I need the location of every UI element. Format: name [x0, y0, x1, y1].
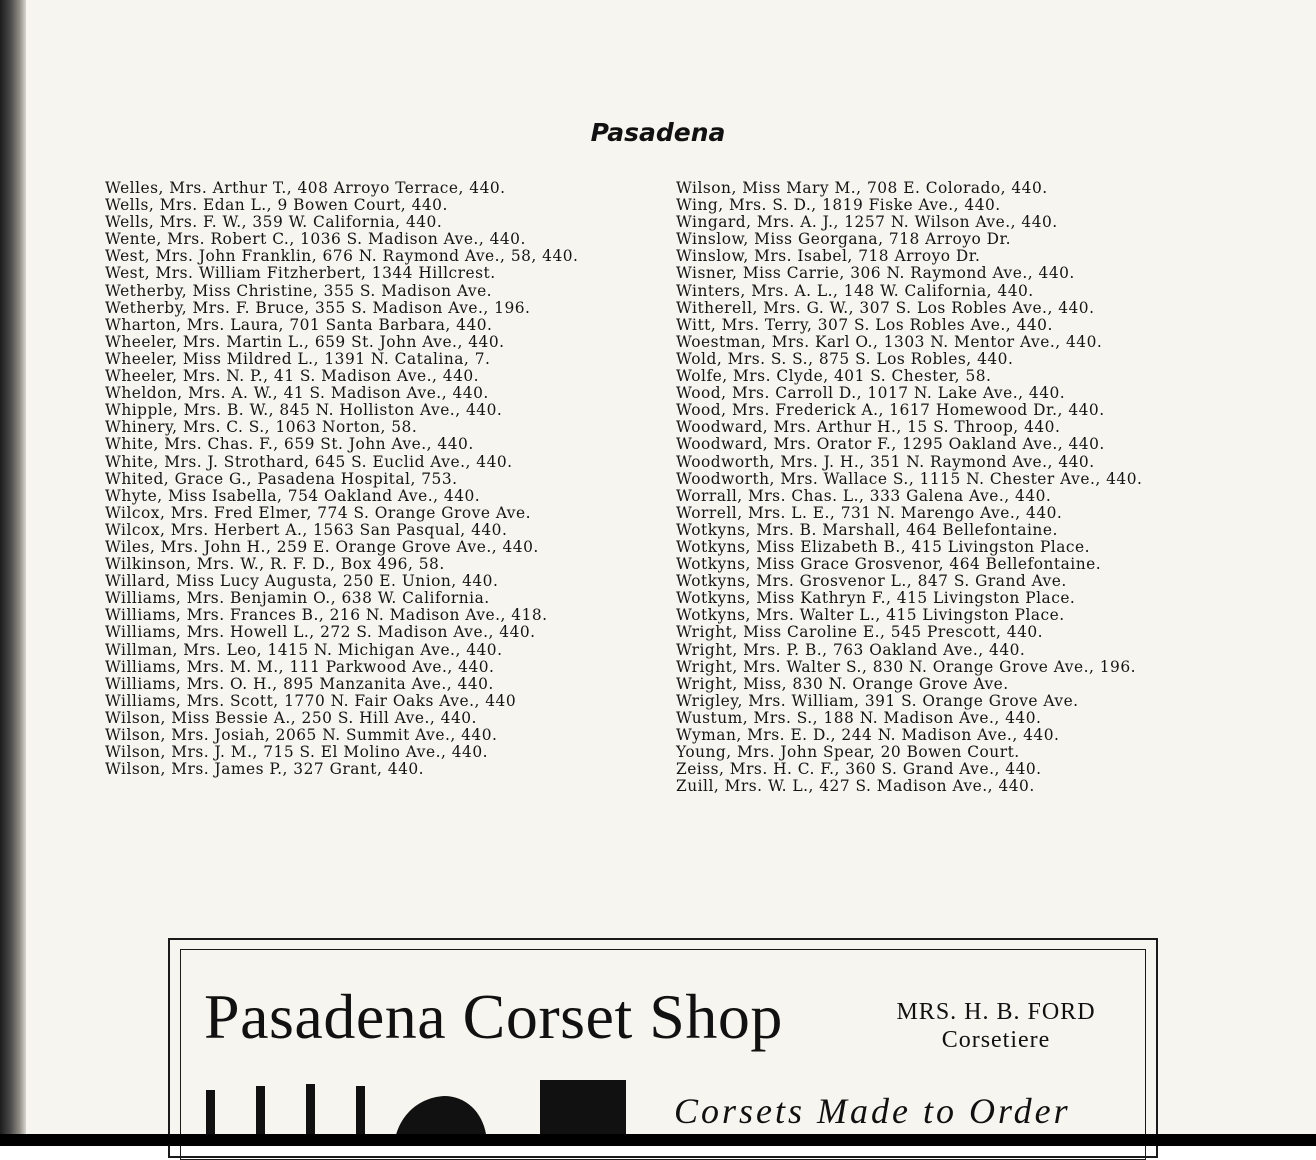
directory-entry: West, Mrs. John Franklin, 676 N. Raymond Ave., 58, 440. — [105, 247, 579, 266]
ad-tagline: Corsets Made to Order — [674, 1091, 1071, 1131]
directory-entry: Wotkyns, Mrs. Walter L., 415 Livingston Place. — [676, 606, 1065, 625]
directory-entry: Williams, Mrs. O. H., 895 Manzanita Ave., 440. — [105, 674, 494, 693]
directory-entry: Wheldon, Mrs. A. W., 41 S. Madison Ave., 440. — [105, 384, 489, 403]
advertisement-box — [168, 938, 1158, 1158]
directory-entry: Wolfe, Mrs. Clyde, 401 S. Chester, 58. — [676, 367, 992, 386]
directory-entry: Woodworth, Mrs. Wallace S., 1115 N. Chester Ave., 440. — [676, 469, 1143, 488]
directory-entry: Whyte, Miss Isabella, 754 Oakland Ave., 440. — [105, 486, 481, 505]
directory-entry: Wharton, Mrs. Laura, 701 Santa Barbara, 440. — [105, 315, 493, 334]
directory-entry: Wustum, Mrs. S., 188 N. Madison Ave., 440. — [676, 708, 1042, 727]
directory-entry: Willard, Miss Lucy Augusta, 250 E. Union, 440. — [105, 572, 499, 591]
page-title: Pasadena — [590, 118, 726, 147]
directory-entry: Whited, Grace G., Pasadena Hospital, 753. — [105, 469, 458, 488]
directory-entry: Woodward, Mrs. Arthur H., 15 S. Throop, 440. — [676, 418, 1061, 437]
directory-entry: Woestman, Mrs. Karl O., 1303 N. Mentor Ave., 440. — [676, 332, 1103, 351]
directory-entry: Wilson, Mrs. James P., 327 Grant, 440. — [105, 760, 425, 779]
directory-entry: West, Mrs. William Fitzherbert, 1344 Hillcrest. — [105, 264, 496, 283]
directory-entry: Wetherby, Mrs. F. Bruce, 355 S. Madison Ave., 196. — [105, 298, 531, 317]
directory-entry: Worrall, Mrs. Chas. L., 333 Galena Ave., 440. — [676, 486, 1052, 505]
directory-entry: Young, Mrs. John Spear, 20 Bowen Court. — [676, 743, 1020, 762]
directory-entry: White, Mrs. Chas. F., 659 St. John Ave., 440. — [105, 435, 474, 454]
directory-entry: Witherell, Mrs. G. W., 307 S. Los Robles Ave., 440. — [676, 298, 1095, 317]
directory-entry: Whinery, Mrs. C. S., 1063 Norton, 58. — [105, 418, 418, 437]
directory-entry: Winters, Mrs. A. L., 148 W. California, 440. — [676, 281, 1034, 300]
directory-entry: Whipple, Mrs. B. W., 845 N. Holliston Ave., 440. — [105, 401, 503, 420]
directory-entry: Wetherby, Miss Christine, 355 S. Madison Ave. — [105, 281, 493, 300]
directory-entry: Wilson, Mrs. Josiah, 2065 N. Summit Ave., 440. — [105, 726, 498, 744]
directory-entry: Wells, Mrs. Edan L., 9 Bowen Court, 440. — [105, 196, 448, 215]
directory-entry: Wilson, Mrs. J. M., 715 S. El Molino Ave., 440. — [105, 743, 489, 762]
directory-right-column — [676, 180, 1221, 795]
directory-entry: Wilson, Miss Bessie A., 250 S. Hill Ave., 440. — [105, 708, 477, 727]
directory-entry: Williams, Mrs. Frances B., 216 N. Madison Ave., 418. — [105, 606, 548, 625]
directory-entry: Wheeler, Mrs. N. P., 41 S. Madison Ave., 440. — [105, 367, 480, 386]
book-binding-shadow — [0, 0, 26, 1146]
ad-proprietor-name: MRS. H. B. FORD — [896, 999, 1096, 1025]
directory-entry: Wright, Mrs. Walter S., 830 N. Orange Grove Ave., 196. — [676, 657, 1137, 676]
directory-entry: Wingard, Mrs. A. J., 1257 N. Wilson Ave., 440. — [676, 213, 1058, 232]
directory-entry: White, Mrs. J. Strothard, 645 S. Euclid Ave., 440. — [105, 452, 513, 471]
directory-entry: Wotkyns, Miss Kathryn F., 415 Livingston Place. — [676, 589, 1076, 608]
directory-entry: Wright, Miss Caroline E., 545 Prescott, 440. — [676, 623, 1044, 642]
directory-entry: Wing, Mrs. S. D., 1819 Fiske Ave., 440. — [676, 196, 1001, 215]
directory-entry: Wotkyns, Miss Grace Grosvenor, 464 Bellefontaine. — [676, 555, 1102, 574]
ad-proprietor-role: Corsetiere — [941, 1027, 1051, 1053]
scan-bottom-edge — [0, 1134, 1316, 1146]
directory-entry: Wrigley, Mrs. William, 391 S. Orange Grove Ave. — [676, 691, 1079, 710]
ad-proprietor-block — [880, 998, 1112, 1054]
directory-entry: Worrell, Mrs. L. E., 731 N. Marengo Ave., 440. — [676, 503, 1063, 522]
directory-entry: Willman, Mrs. Leo, 1415 N. Michigan Ave., 440. — [105, 640, 503, 659]
directory-entry: Williams, Mrs. Benjamin O., 638 W. California. — [105, 589, 490, 608]
directory-entry: Williams, Mrs. Howell L., 272 S. Madison Ave., 440. — [105, 623, 536, 642]
directory-entry: Zuill, Mrs. W. L., 427 S. Madison Ave., 440. — [676, 777, 1035, 796]
directory-entry: Winslow, Mrs. Isabel, 718 Arroyo Dr. — [676, 247, 981, 266]
directory-entry: Wells, Mrs. F. W., 359 W. California, 440. — [105, 213, 443, 232]
ad-shop-name: Pasadena Corset Shop — [204, 981, 783, 1052]
directory-entry: Welles, Mrs. Arthur T., 408 Arroyo Terrace, 440. — [105, 179, 506, 197]
directory-entry: Wotkyns, Mrs. Grosvenor L., 847 S. Grand Ave. — [676, 572, 1067, 591]
directory-entry: Woodworth, Mrs. J. H., 351 N. Raymond Ave., 440. — [676, 452, 1095, 471]
directory-entry: Wright, Miss, 830 N. Orange Grove Ave. — [676, 674, 1009, 693]
directory-entry: Wood, Mrs. Frederick A., 1617 Homewood Dr., 440. — [676, 401, 1105, 420]
directory-entry: Wood, Mrs. Carroll D., 1017 N. Lake Ave., 440. — [676, 384, 1066, 403]
directory-entry: Wilkinson, Mrs. W., R. F. D., Box 496, 58. — [105, 555, 445, 574]
directory-entry: Wotkyns, Mrs. B. Marshall, 464 Bellefontaine. — [676, 520, 1058, 539]
directory-entry: Wheeler, Miss Mildred L., 1391 N. Catalina, 7. — [105, 349, 491, 368]
directory-entry: Wheeler, Mrs. Martin L., 659 St. John Ave., 440. — [105, 332, 505, 351]
directory-entry: Williams, Mrs. Scott, 1770 N. Fair Oaks Ave., 440 — [105, 691, 517, 710]
directory-entry: Wilson, Miss Mary M., 708 E. Colorado, 440. — [676, 179, 1048, 197]
directory-left-column — [105, 180, 650, 778]
directory-entry: Wold, Mrs. S. S., 875 S. Los Robles, 440. — [676, 349, 1014, 368]
directory-entry: Wilcox, Mrs. Fred Elmer, 774 S. Orange Grove Ave. — [105, 503, 531, 522]
directory-entry: Wisner, Miss Carrie, 306 N. Raymond Ave., 440. — [676, 264, 1075, 283]
directory-entry: Wright, Mrs. P. B., 763 Oakland Ave., 440. — [676, 640, 1026, 659]
directory-entry: Wilcox, Mrs. Herbert A., 1563 San Pasqual, 440. — [105, 520, 508, 539]
directory-entry: Wyman, Mrs. E. D., 244 N. Madison Ave., 440. — [676, 726, 1060, 744]
directory-entry: Winslow, Miss Georgana, 718 Arroyo Dr. — [676, 230, 1012, 249]
directory-entry: Williams, Mrs. M. M., 111 Parkwood Ave., 440. — [105, 657, 495, 676]
directory-entry: Wiles, Mrs. John H., 259 E. Orange Grove Ave., 440. — [105, 537, 539, 556]
directory-entry: Zeiss, Mrs. H. C. F., 360 S. Grand Ave., 440. — [676, 760, 1042, 779]
directory-entry: Woodward, Mrs. Orator F., 1295 Oakland Ave., 440. — [676, 435, 1105, 454]
directory-entry: Wente, Mrs. Robert C., 1036 S. Madison Ave., 440. — [105, 230, 526, 249]
directory-entry: Witt, Mrs. Terry, 307 S. Los Robles Ave., 440. — [676, 315, 1053, 334]
directory-entry: Wotkyns, Miss Elizabeth B., 415 Livingston Place. — [676, 537, 1091, 556]
